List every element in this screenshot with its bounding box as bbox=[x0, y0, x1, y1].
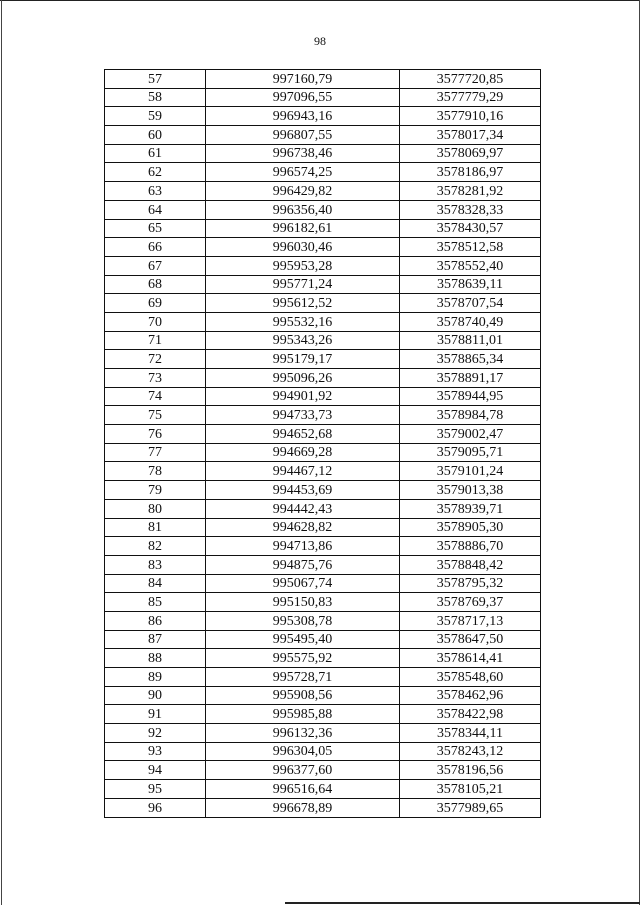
x-coordinate-cell: 995532,16 bbox=[206, 312, 400, 331]
table-row bbox=[105, 275, 541, 294]
y-coordinate-cell: 3578769,37 bbox=[400, 593, 541, 612]
point-number-cell: 84 bbox=[105, 574, 206, 593]
x-coordinate-cell: 995771,24 bbox=[206, 275, 400, 294]
table-row bbox=[105, 88, 541, 107]
table-row bbox=[105, 406, 541, 425]
point-number-cell: 93 bbox=[105, 742, 206, 761]
point-number-cell: 87 bbox=[105, 630, 206, 649]
y-coordinate-cell: 3579002,47 bbox=[400, 425, 541, 444]
table-row bbox=[105, 331, 541, 350]
x-coordinate-cell: 997096,55 bbox=[206, 88, 400, 107]
point-number-cell: 69 bbox=[105, 294, 206, 313]
point-number-cell: 57 bbox=[105, 70, 206, 89]
x-coordinate-cell: 995067,74 bbox=[206, 574, 400, 593]
x-coordinate-cell: 996030,46 bbox=[206, 238, 400, 257]
y-coordinate-cell: 3578552,40 bbox=[400, 256, 541, 275]
x-coordinate-cell: 996132,36 bbox=[206, 724, 400, 743]
table-row bbox=[105, 780, 541, 799]
point-number-cell: 62 bbox=[105, 163, 206, 182]
table-row bbox=[105, 182, 541, 201]
point-number-cell: 89 bbox=[105, 668, 206, 687]
y-coordinate-cell: 3578865,34 bbox=[400, 350, 541, 369]
table-row bbox=[105, 369, 541, 388]
x-coordinate-cell: 995728,71 bbox=[206, 668, 400, 687]
point-number-cell: 86 bbox=[105, 611, 206, 630]
x-coordinate-cell: 996574,25 bbox=[206, 163, 400, 182]
point-number-cell: 71 bbox=[105, 331, 206, 350]
x-coordinate-cell: 994652,68 bbox=[206, 425, 400, 444]
table-row bbox=[105, 107, 541, 126]
table-row bbox=[105, 200, 541, 219]
x-coordinate-cell: 996356,40 bbox=[206, 200, 400, 219]
y-coordinate-cell: 3578905,30 bbox=[400, 518, 541, 537]
x-coordinate-cell: 996377,60 bbox=[206, 761, 400, 780]
x-coordinate-cell: 996516,64 bbox=[206, 780, 400, 799]
x-coordinate-cell: 995612,52 bbox=[206, 294, 400, 313]
page-bottom-edge bbox=[285, 902, 640, 904]
table-row bbox=[105, 555, 541, 574]
point-number-cell: 83 bbox=[105, 555, 206, 574]
table-row bbox=[105, 649, 541, 668]
point-number-cell: 61 bbox=[105, 144, 206, 163]
y-coordinate-cell: 3578344,11 bbox=[400, 724, 541, 743]
table-row bbox=[105, 256, 541, 275]
x-coordinate-cell: 994442,43 bbox=[206, 499, 400, 518]
point-number-cell: 82 bbox=[105, 537, 206, 556]
point-number-cell: 66 bbox=[105, 238, 206, 257]
coordinates-table-body bbox=[105, 70, 541, 818]
x-coordinate-cell: 996943,16 bbox=[206, 107, 400, 126]
x-coordinate-cell: 996807,55 bbox=[206, 126, 400, 145]
page-top-edge bbox=[0, 0, 640, 1]
y-coordinate-cell: 3579013,38 bbox=[400, 481, 541, 500]
table-row bbox=[105, 668, 541, 687]
y-coordinate-cell: 3579095,71 bbox=[400, 443, 541, 462]
x-coordinate-cell: 995308,78 bbox=[206, 611, 400, 630]
point-number-cell: 94 bbox=[105, 761, 206, 780]
table-row bbox=[105, 350, 541, 369]
x-coordinate-cell: 997160,79 bbox=[206, 70, 400, 89]
point-number-cell: 90 bbox=[105, 686, 206, 705]
table-row bbox=[105, 163, 541, 182]
table-row bbox=[105, 593, 541, 612]
y-coordinate-cell: 3578186,97 bbox=[400, 163, 541, 182]
table-row bbox=[105, 574, 541, 593]
y-coordinate-cell: 3578647,50 bbox=[400, 630, 541, 649]
x-coordinate-cell: 994713,86 bbox=[206, 537, 400, 556]
x-coordinate-cell: 995495,40 bbox=[206, 630, 400, 649]
table-row bbox=[105, 798, 541, 817]
y-coordinate-cell: 3579101,24 bbox=[400, 462, 541, 481]
point-number-cell: 72 bbox=[105, 350, 206, 369]
page-left-edge bbox=[1, 0, 2, 905]
y-coordinate-cell: 3578422,98 bbox=[400, 705, 541, 724]
table-row bbox=[105, 724, 541, 743]
x-coordinate-cell: 994628,82 bbox=[206, 518, 400, 537]
point-number-cell: 75 bbox=[105, 406, 206, 425]
x-coordinate-cell: 995953,28 bbox=[206, 256, 400, 275]
point-number-cell: 81 bbox=[105, 518, 206, 537]
table-row bbox=[105, 537, 541, 556]
x-coordinate-cell: 994467,12 bbox=[206, 462, 400, 481]
y-coordinate-cell: 3578811,01 bbox=[400, 331, 541, 350]
table-row bbox=[105, 219, 541, 238]
point-number-cell: 64 bbox=[105, 200, 206, 219]
x-coordinate-cell: 996678,89 bbox=[206, 798, 400, 817]
coordinates-table bbox=[104, 69, 541, 818]
table-row bbox=[105, 462, 541, 481]
y-coordinate-cell: 3578512,58 bbox=[400, 238, 541, 257]
y-coordinate-cell: 3578430,57 bbox=[400, 219, 541, 238]
y-coordinate-cell: 3578017,34 bbox=[400, 126, 541, 145]
x-coordinate-cell: 996304,05 bbox=[206, 742, 400, 761]
y-coordinate-cell: 3578740,49 bbox=[400, 312, 541, 331]
table-row bbox=[105, 686, 541, 705]
y-coordinate-cell: 3578717,13 bbox=[400, 611, 541, 630]
table-row bbox=[105, 70, 541, 89]
x-coordinate-cell: 995096,26 bbox=[206, 369, 400, 388]
point-number-cell: 95 bbox=[105, 780, 206, 799]
point-number-cell: 88 bbox=[105, 649, 206, 668]
point-number-cell: 92 bbox=[105, 724, 206, 743]
y-coordinate-cell: 3578639,11 bbox=[400, 275, 541, 294]
y-coordinate-cell: 3578795,32 bbox=[400, 574, 541, 593]
x-coordinate-cell: 994669,28 bbox=[206, 443, 400, 462]
x-coordinate-cell: 995985,88 bbox=[206, 705, 400, 724]
y-coordinate-cell: 3578105,21 bbox=[400, 780, 541, 799]
x-coordinate-cell: 995343,26 bbox=[206, 331, 400, 350]
table-row bbox=[105, 705, 541, 724]
point-number-cell: 79 bbox=[105, 481, 206, 500]
y-coordinate-cell: 3577779,29 bbox=[400, 88, 541, 107]
table-row bbox=[105, 443, 541, 462]
table-row bbox=[105, 499, 541, 518]
y-coordinate-cell: 3578944,95 bbox=[400, 387, 541, 406]
point-number-cell: 96 bbox=[105, 798, 206, 817]
y-coordinate-cell: 3577720,85 bbox=[400, 70, 541, 89]
x-coordinate-cell: 994875,76 bbox=[206, 555, 400, 574]
y-coordinate-cell: 3578848,42 bbox=[400, 555, 541, 574]
table-row bbox=[105, 387, 541, 406]
y-coordinate-cell: 3578886,70 bbox=[400, 537, 541, 556]
table-row bbox=[105, 425, 541, 444]
y-coordinate-cell: 3577989,65 bbox=[400, 798, 541, 817]
x-coordinate-cell: 995908,56 bbox=[206, 686, 400, 705]
point-number-cell: 76 bbox=[105, 425, 206, 444]
x-coordinate-cell: 995150,83 bbox=[206, 593, 400, 612]
table-row bbox=[105, 126, 541, 145]
point-number-cell: 68 bbox=[105, 275, 206, 294]
point-number-cell: 65 bbox=[105, 219, 206, 238]
y-coordinate-cell: 3578196,56 bbox=[400, 761, 541, 780]
table-row bbox=[105, 742, 541, 761]
point-number-cell: 58 bbox=[105, 88, 206, 107]
point-number-cell: 60 bbox=[105, 126, 206, 145]
x-coordinate-cell: 994733,73 bbox=[206, 406, 400, 425]
table-row bbox=[105, 481, 541, 500]
table-row bbox=[105, 611, 541, 630]
point-number-cell: 63 bbox=[105, 182, 206, 201]
x-coordinate-cell: 996429,82 bbox=[206, 182, 400, 201]
x-coordinate-cell: 996738,46 bbox=[206, 144, 400, 163]
table-row bbox=[105, 238, 541, 257]
y-coordinate-cell: 3578462,96 bbox=[400, 686, 541, 705]
y-coordinate-cell: 3578891,17 bbox=[400, 369, 541, 388]
table-row bbox=[105, 761, 541, 780]
table-row bbox=[105, 294, 541, 313]
y-coordinate-cell: 3578984,78 bbox=[400, 406, 541, 425]
y-coordinate-cell: 3578328,33 bbox=[400, 200, 541, 219]
x-coordinate-cell: 996182,61 bbox=[206, 219, 400, 238]
table-row bbox=[105, 144, 541, 163]
point-number-cell: 78 bbox=[105, 462, 206, 481]
table-row bbox=[105, 312, 541, 331]
point-number-cell: 85 bbox=[105, 593, 206, 612]
point-number-cell: 73 bbox=[105, 369, 206, 388]
y-coordinate-cell: 3578069,97 bbox=[400, 144, 541, 163]
y-coordinate-cell: 3578707,54 bbox=[400, 294, 541, 313]
y-coordinate-cell: 3578281,92 bbox=[400, 182, 541, 201]
x-coordinate-cell: 995179,17 bbox=[206, 350, 400, 369]
x-coordinate-cell: 994453,69 bbox=[206, 481, 400, 500]
point-number-cell: 59 bbox=[105, 107, 206, 126]
page-number: 98 bbox=[314, 34, 326, 48]
point-number-cell: 70 bbox=[105, 312, 206, 331]
y-coordinate-cell: 3578614,41 bbox=[400, 649, 541, 668]
point-number-cell: 80 bbox=[105, 499, 206, 518]
y-coordinate-cell: 3577910,16 bbox=[400, 107, 541, 126]
point-number-cell: 74 bbox=[105, 387, 206, 406]
point-number-cell: 91 bbox=[105, 705, 206, 724]
x-coordinate-cell: 995575,92 bbox=[206, 649, 400, 668]
x-coordinate-cell: 994901,92 bbox=[206, 387, 400, 406]
table-row bbox=[105, 630, 541, 649]
point-number-cell: 77 bbox=[105, 443, 206, 462]
y-coordinate-cell: 3578243,12 bbox=[400, 742, 541, 761]
y-coordinate-cell: 3578939,71 bbox=[400, 499, 541, 518]
y-coordinate-cell: 3578548,60 bbox=[400, 668, 541, 687]
table-row bbox=[105, 518, 541, 537]
point-number-cell: 67 bbox=[105, 256, 206, 275]
